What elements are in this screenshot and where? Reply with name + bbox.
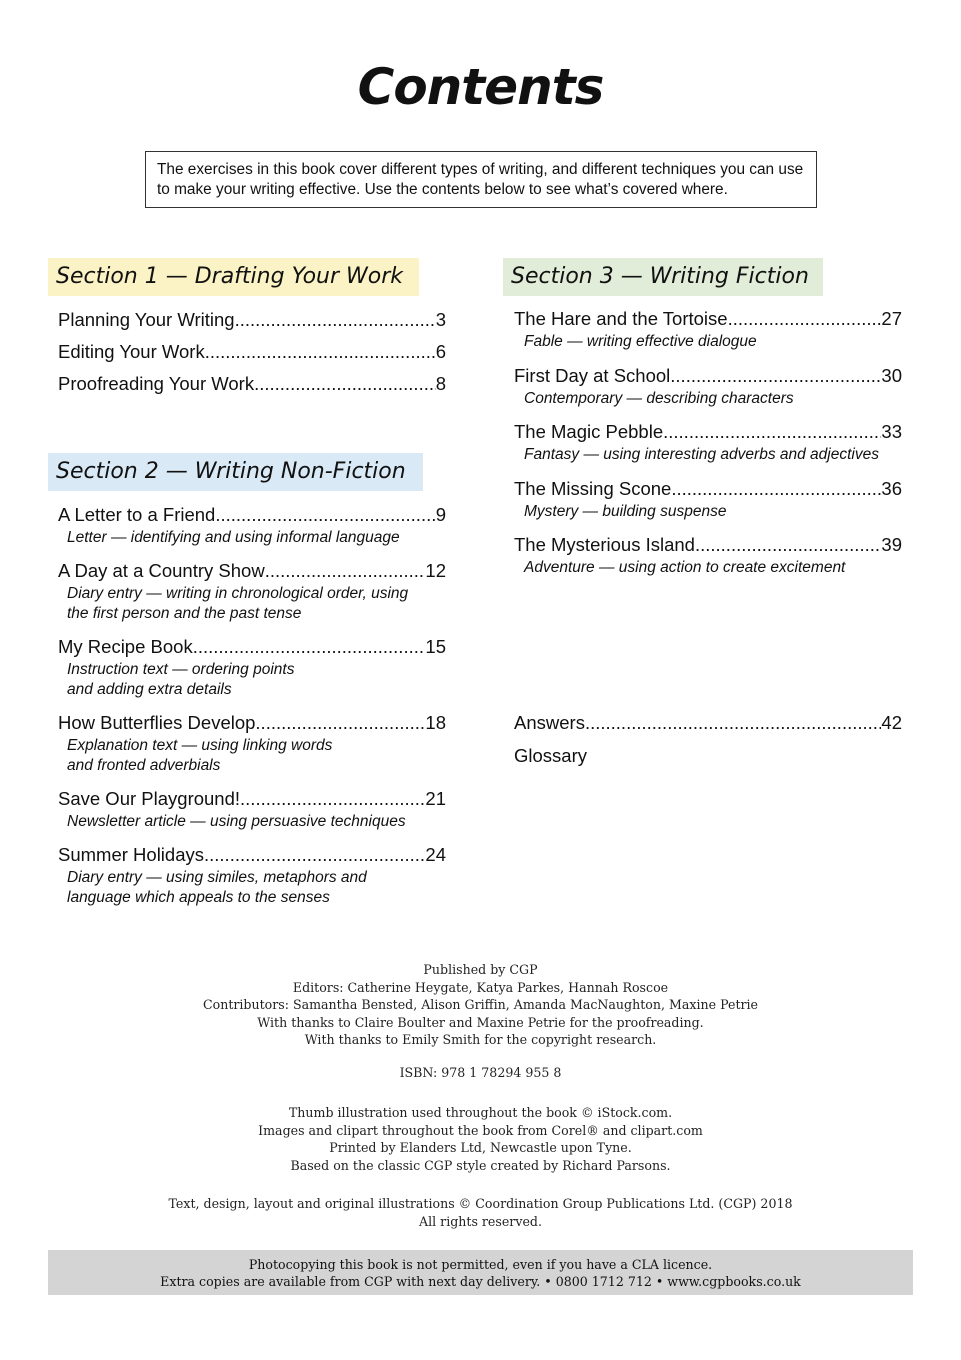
- toc-entry-title: The Mysterious Island: [514, 534, 695, 555]
- credit-line: Images and clipart throughout the book from Corel® and clipart.com: [258, 1122, 703, 1138]
- credit-line: Based on the classic CGP style created by Richard Parsons.: [290, 1157, 671, 1173]
- toc-entry-planning-your-writing[interactable]: [58, 309, 446, 331]
- toc-entry-save-our-playground[interactable]: [58, 788, 446, 810]
- toc-entry-subtitle: Fantasy — using interesting adverbs and adjectives: [524, 446, 879, 463]
- toc-entry-editing-your-work[interactable]: [58, 341, 446, 363]
- toc-entry-the-magic-pebble[interactable]: [514, 421, 902, 443]
- toc-entry-subtitle: Mystery — building suspense: [524, 503, 727, 520]
- section-3-heading: Section 3 — Writing Fiction: [503, 258, 823, 296]
- toc-entry-title: Proofreading Your Work: [58, 373, 255, 394]
- footer-notice: [48, 1250, 913, 1295]
- leader-dots: [670, 365, 881, 387]
- leader-dots: [728, 308, 882, 330]
- toc-entry-page: 39: [881, 534, 902, 555]
- toc-entry-page: 21: [425, 788, 446, 809]
- toc-entry-title: Answers: [514, 712, 585, 733]
- toc-entry-subtitle: Instruction text — ordering points: [67, 661, 295, 678]
- toc-entry-a-letter-to-a-friend[interactable]: [58, 504, 446, 526]
- credit-line: With thanks to Emily Smith for the copyright research.: [304, 1032, 657, 1048]
- isbn: ISBN: 978 1 78294 955 8: [399, 1065, 562, 1080]
- leader-dots: [255, 712, 425, 734]
- credit-line: Thumb illustration used throughout the book © iStock.com.: [288, 1105, 673, 1120]
- toc-entry-page: 33: [881, 421, 902, 442]
- credit-line: Printed by Elanders Ltd, Newcastle upon Tyne.: [329, 1140, 632, 1156]
- leader-dots: [215, 504, 435, 526]
- credits-copyright: [0, 1195, 961, 1230]
- toc-entry-page: 6: [435, 341, 446, 362]
- toc-entry-title: The Magic Pebble: [514, 421, 664, 442]
- leader-dots: [254, 373, 436, 395]
- toc-entry-first-day-at-school[interactable]: [514, 365, 902, 387]
- leader-dots: [193, 636, 426, 658]
- credit-line: Editors: Catherine Heygate, Katya Parkes, Hannah Roscoe: [292, 979, 669, 995]
- footer-line: Extra copies are available from CGP with next day delivery. • 0800 1712 712 • www.cgpbooks.co.uk: [160, 1274, 801, 1289]
- section-1-heading: Section 1 — Drafting Your Work: [48, 258, 419, 296]
- toc-entry-page: 36: [881, 478, 902, 499]
- footer-line: Photocopying this book is not permitted, even if you have a CLA licence.: [248, 1257, 713, 1272]
- toc-entry-title: Planning Your Writing: [58, 309, 235, 330]
- toc-entry-glossary[interactable]: [514, 745, 902, 767]
- leader-dots: [235, 309, 436, 331]
- toc-entry-title: My Recipe Book: [58, 636, 193, 657]
- toc-entry-subtitle: and fronted adverbials: [67, 757, 221, 774]
- toc-entry-page: 18: [425, 712, 446, 733]
- toc-entry-how-butterflies-develop[interactable]: [58, 712, 446, 734]
- toc-entry-subtitle: Adventure — using action to create excitement: [524, 559, 846, 576]
- credit-line: All rights reserved.: [419, 1213, 542, 1229]
- leader-dots: [695, 534, 881, 556]
- toc-entry-answers[interactable]: [514, 712, 902, 734]
- toc-entry-title: First Day at School: [514, 365, 671, 386]
- toc-entry-a-day-at-a-country-show[interactable]: [58, 560, 446, 582]
- leader-dots: [240, 788, 425, 810]
- toc-entry-title: Glossary: [514, 745, 587, 766]
- toc-entry-page: 30: [881, 365, 902, 386]
- toc-entry-title: Editing Your Work: [58, 341, 205, 362]
- toc-entry-subtitle: Diary entry — writing in chronological order, using: [67, 585, 409, 602]
- toc-entry-my-recipe-book[interactable]: [58, 636, 446, 658]
- credits-images: [0, 1104, 961, 1174]
- toc-entry-subtitle: Diary entry — using similes, metaphors and: [67, 869, 367, 886]
- toc-entry-subtitle: Letter — identifying and using informal language: [67, 529, 400, 546]
- toc-entry-page: 9: [435, 504, 446, 525]
- toc-entry-subtitle: and adding extra details: [67, 681, 232, 698]
- leader-dots: [265, 560, 426, 582]
- toc-entry-subtitle: Newsletter article — using persuasive techniques: [67, 813, 406, 830]
- toc-entry-subtitle: Contemporary — describing characters: [524, 390, 794, 407]
- credits-publishing: [0, 961, 961, 1049]
- credit-line: Contributors: Samantha Bensted, Alison Griffin, Amanda MacNaughton, Maxine Petrie: [202, 997, 759, 1013]
- toc-entry-summer-holidays[interactable]: [58, 844, 446, 866]
- leader-dots: [671, 478, 881, 500]
- toc-entry-the-hare-and-the-tortoise[interactable]: [514, 308, 902, 330]
- toc-entry-page: 24: [425, 844, 446, 865]
- toc-entry-title: The Missing Scone: [514, 478, 672, 499]
- credit-line: Published by CGP: [423, 962, 538, 977]
- leader-dots: [585, 712, 881, 734]
- toc-entry-page: 8: [435, 373, 446, 394]
- toc-entry-proofreading-your-work[interactable]: [58, 373, 446, 395]
- leader-dots: [204, 844, 425, 866]
- toc-entry-subtitle: Explanation text — using linking words: [67, 737, 333, 754]
- leader-dots: [205, 341, 436, 363]
- toc-entry-page: 27: [881, 308, 902, 329]
- toc-entry-title: A Letter to a Friend: [58, 504, 216, 525]
- toc-entry-title: Summer Holidays: [58, 844, 204, 865]
- toc-entry-title: Save Our Playground!: [58, 788, 241, 809]
- intro-box: The exercises in this book cover different types of writing, and different techniques you can use to make your writing effective. Use the contents below to see what’s covered where.: [145, 151, 817, 208]
- credit-line: Text, design, layout and original illustrations © Coordination Group Publications Ltd. (CGP) 2018: [168, 1196, 793, 1211]
- toc-entry-page: 42: [881, 712, 902, 733]
- toc-entry-page: 12: [425, 560, 446, 581]
- leader-dots: [663, 421, 881, 443]
- page-title: Contents: [357, 58, 604, 116]
- toc-entry-subtitle: the first person and the past tense: [67, 605, 302, 622]
- toc-entry-the-mysterious-island[interactable]: [514, 534, 902, 556]
- toc-entry-title: The Hare and the Tortoise: [514, 308, 728, 329]
- toc-entry-page: 15: [425, 636, 446, 657]
- toc-entry-subtitle: language which appeals to the senses: [67, 889, 330, 906]
- toc-entry-the-missing-scone[interactable]: [514, 478, 902, 500]
- toc-entry-title: How Butterflies Develop: [58, 712, 256, 733]
- toc-entry-title: A Day at a Country Show: [58, 560, 265, 581]
- toc-entry-subtitle: Fable — writing effective dialogue: [524, 333, 757, 350]
- section-2-heading: Section 2 — Writing Non-Fiction: [48, 453, 423, 491]
- credit-line: With thanks to Claire Boulter and Maxine Petrie for the proofreading.: [257, 1014, 704, 1030]
- toc-entry-page: 3: [435, 309, 446, 330]
